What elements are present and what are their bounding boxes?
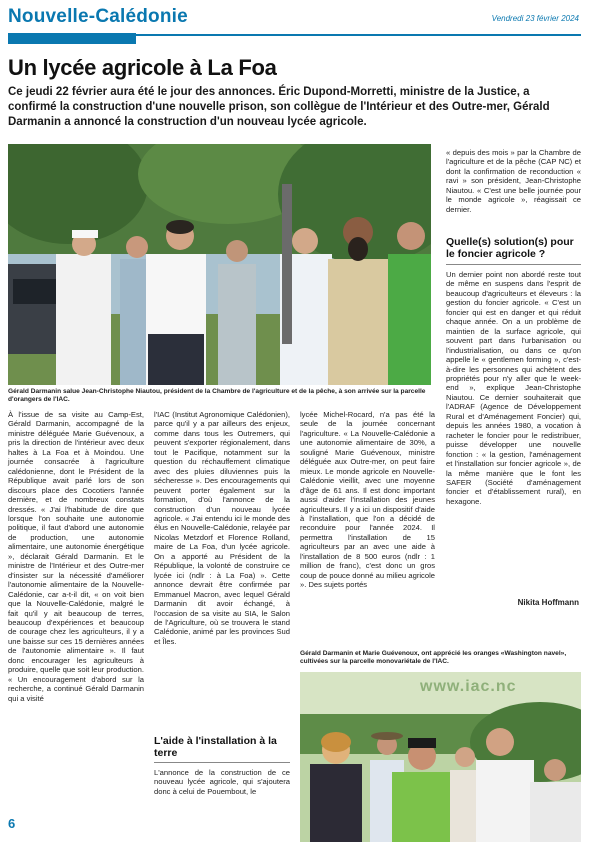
photo-illustration [300,672,581,842]
photo-darmanin-greeting [8,144,431,385]
subhead-foncier: Quelle(s) solution(s) pour le foncier agricole ? [446,236,574,260]
photo-illustration [8,144,431,385]
column-4-top: « depuis des mois » par la Chambre de l'agriculture et de la pêche (CAP NC) et dont la confirmation de reconduction « ravi » son président, Jean-Christophe Niautou. « C'est une belle journée pour le monde agricole », réagissait ce dernier. [446,148,581,214]
photo-orange-tasting [300,672,581,842]
issue-date: Vendredi 23 février 2024 [491,14,579,23]
article-lead: Ce jeudi 22 février aura été le jour des annonces. Éric Dupond-Morretti, ministre de la Justice, a confirmé la construction d'une nouvelle prison, son collègue de l'Intérieur et des Outre-mer, Gérald Darmanin a annoncé la construction d'un nouveau lycée agricole. [8,86,550,128]
header-accent-bar [8,33,136,44]
column-3: lycée Michel-Rocard, n'a pas été la seule de la journée concernant l'agriculture. « La Nouvelle-Calédonie a une autonomie alimentaire de 30%, a souligné Marie Guévenoux, ministre déléguée aux Outre-mer, on peut faire mieux. Le monde agricole en Nouvelle-Calédonie vieillit, avec une moyenne d'âge de 61 ans. Il est donc important aussi d'aider l'installation des jeunes agriculteurs. Il y a ici un dispositif d'aide à l'installation, que l'on a décidé de reconduire pour l'année 2024. Il permettra l'installation de 15 agriculteurs par an avec une aide à l'installation de 8 500 euros (ndlr : 1 million de franc), c'est donc un gros coup de pouce donné au milieu agricole ». Des sujets portés [300,410,435,590]
subhead-rule [154,762,290,763]
photo1-caption: Gérald Darmanin salue Jean-Christophe Niautou, président de la Chambre de l'agriculture et de la pêche, à son arrivée sur la parcelle d'orangers de l'IAC. [8,388,426,403]
photo2-caption: Gérald Darmanin et Marie Guévenoux, ont apprécié les oranges «Washington navel», cultivées sur la parcelle monovariétale de l'IAC. [300,650,567,665]
subhead-rule [446,264,581,265]
article-title: Un lycée agricole à La Foa [8,55,277,80]
column-1: À l'issue de sa visite au Camp-Est, Gérald Darmanin, accompagné de la ministre déléguée Marie Guévenoux, a pris la direction de l'intérieur avec deux haltes à La Foa et à Moindou. Une journée consacrée à l'agriculture calédonienne, dont le Président de la République avait parlé lors de son discours place des Cocotiers l'année dernière, et de nombreux constats dressés. « J'ai l'habitude de dire que lorsque l'on souhaite une autonomie politique, il faut d'abord une autonomie de production, une autonomie alimentaire, une autonomie énergétique », déclarait Gérald Darmanin. Et le ministre de l'Intérieur et des Outre-mer d'insister sur la nécessité d'améliorer l'autonomie alimentaire de la Nouvelle-Calédonie, car a-t-il dit, « on voit bien que la Nouvelle-Calédonie, malgré le fait qu'il y ait beaucoup de terres, beaucoup d'expériences et beaucoup de courage chez les agriculteurs, il y a une baisse sur ces 15 dernières années de l'autonomie alimentaire ». Il faut donc encourager les agriculteurs à produire, quelle que soit leur production. « Un encouragement d'abord sur la recherche, a continué Gérald Darmanin qui a visité [8,410,144,703]
section-title: Nouvelle-Calédonie [8,6,188,27]
column-4-text: Un dernier point non abordé reste tout de même en suspens dans l'esprit de beaucoup d'agriculteurs et éleveurs : la gestion du foncier agricole. « C'est un foncier qui est en danger et qui réduit chaque année. On a un problème de maintien de la surface agricole, qui souvent part dans l'urbanisation ou l'industrialisation, ou dans ce qu'on appelle le « gentlemen forming », c'est-à-dire les personnes qui achètent des propriétés pour n'y aller que le week-end », explique Jean-Christophe Niautou. Ce dernier souhaiterait que l'ADRAF (Agence de Développement Rural et d'Aménagement Foncier) qui, depuis les années 1980, a vocation à racheter le foncier pour le redistribuer, puisse développer une nouvelle fonction : « la gestion, l'aménagement et l'installation sur foncier agricole », de la même manière que le font les SAFER (Société d'aménagement foncier et d'établissement rural), en hexagone. [446,270,581,506]
author-signature: Nikita Hoffmann [517,598,579,607]
photo2-banner-text: www.iac.nc [420,678,517,695]
page-number: 6 [8,816,16,831]
column-2-continued: L'annonce de la construction de ce nouveau lycée agricole, qui s'ajoutera donc à celui de Pouembout, le [154,768,290,796]
column-2-text: l'IAC (Institut Agronomique Calédonien), parce qu'il y a par ailleurs des enjeux, comme dans tous les Outremers, qui peuvent s'exporter régionalement, dans tout le Pacifique, notamment sur la question du réchauffement climatique avec des pluies diluviennes puis la sécheresse ». Des encouragements qui peuvent porter également sur la formation, d'où l'annonce de la construction d'un nouveau lycée agricole. « J'ai entendu ici le monde des élus en Nouvelle-Calédonie, relayée par Nicolas Metzdorf et Florence Rolland, maire de La Foa, d'un lycée agricole. On a apporté au Président de la République, la volonté de construire ce lycée ici (ndlr : à La Foa) ». Cette annonce devrait être confirmée par Emmanuel Macron, avec lequel Gérald Darmanin dit avoir échangé, à l'occasion de sa visite au SIA, le Salon de l'Agriculture, où se trouvera le stand Calédonie, animé par les provinces Sud et Îles. [154,410,290,646]
subhead-installation: L'aide à l'installation à la terre [154,735,277,759]
